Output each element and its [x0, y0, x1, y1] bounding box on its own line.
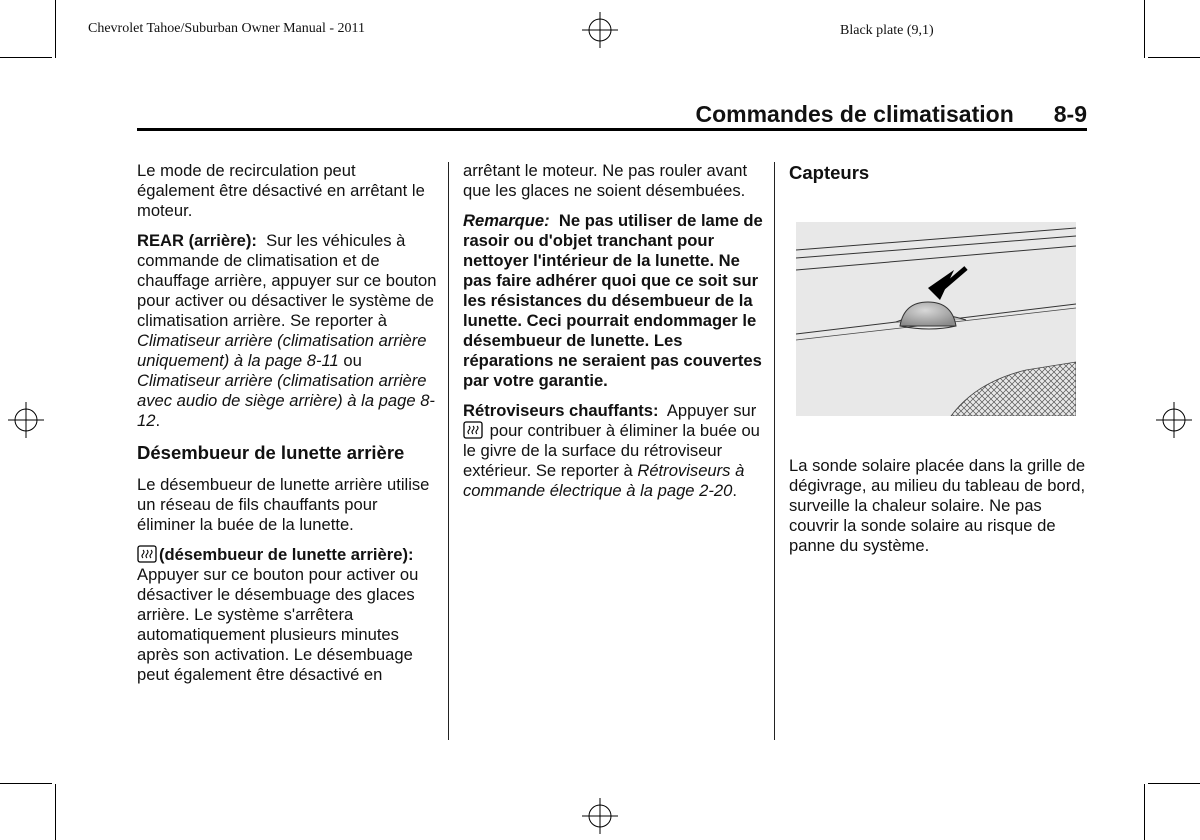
paragraph: La sonde solaire placée dans la grille de dégivrage, au milieu du tableau de bord, surveille la chaleur solaire. Ne pas couvrir la sonde solaire au risque de panne du système. [789, 456, 1086, 555]
defog-paragraph [137, 545, 437, 685]
section-title: Commandes de climatisation [695, 101, 1014, 127]
crop-mark [0, 57, 52, 58]
crop-mark [1144, 784, 1145, 840]
registration-mark-icon [1156, 402, 1192, 438]
crop-mark [55, 784, 56, 840]
rear-label: REAR (arrière): [137, 231, 257, 250]
manual-title: Chevrolet Tahoe/Suburban Owner Manual - 2011 [88, 21, 366, 36]
page-number: 8-9 [1053, 101, 1087, 127]
crop-mark [0, 783, 52, 784]
column-1 [137, 161, 437, 695]
mirror-text: pour contribuer à éliminer la buée ou le givre de la surface du rétroviseur extérieur. Se reporter à [463, 421, 760, 480]
column-3 [789, 161, 1089, 195]
crop-mark [1148, 783, 1200, 784]
rear-defrost-icon [137, 545, 157, 563]
column-2 [463, 161, 763, 511]
crop-mark [1148, 57, 1200, 58]
note-text: Ne pas utiliser de lame de rasoir ou d'objet tranchant pour nettoyer l'intérieur de la lunette. Ne pas faire adhérer quoi que ce soit sur les résistances du désembueur de la lunette. Ceci pourrait endommager le désembueur de lunette. Les réparations ne seraient pas couvertes par votre garantie. [463, 211, 763, 390]
paragraph: arrêtant le moteur. Ne pas rouler avant que les glaces ne soient désembuées. [463, 161, 748, 200]
mirror-paragraph [463, 401, 763, 501]
defog-text: Appuyer sur ce bouton pour activer ou désactiver le désembuage des glaces arrière. Le système s'arrêtera automatiquement plusieurs minutes après son activation. Le désembuage peut également être désactivé en [137, 565, 419, 684]
mirror-ref: Rétroviseurs à commande électrique à la page 2-20 [463, 461, 745, 500]
rear-or: ou [343, 351, 362, 370]
plate-label: Black plate (9,1) [840, 23, 934, 38]
rear-end: . [155, 411, 161, 430]
column-divider [448, 162, 449, 740]
column-3-text [789, 456, 1089, 566]
note-label: Remarque: [463, 211, 550, 230]
crop-mark [1144, 0, 1145, 58]
section-heading: Désembueur de lunette arrière [137, 442, 405, 463]
rear-ref-2: Climatiseur arrière (climatisation arrière avec audio de siège arrière) à la page 8-12 [137, 371, 435, 430]
crop-mark [55, 0, 56, 58]
mirror-end: . [732, 481, 737, 500]
defog-label: (désembueur de lunette arrière): [159, 545, 414, 564]
registration-mark-icon [582, 12, 618, 48]
sun-sensor-illustration [796, 222, 1076, 416]
mirror-label: Rétroviseurs chauffants: [463, 401, 659, 420]
mirror-defrost-icon [463, 421, 483, 439]
note-paragraph [463, 211, 763, 391]
rear-paragraph [137, 231, 437, 431]
registration-mark-icon [582, 798, 618, 834]
paragraph: Le désembueur de lunette arrière utilise un réseau de fils chauffants pour éliminer la buée de la lunette. [137, 475, 430, 534]
page-title [696, 101, 1088, 128]
column-divider [774, 162, 775, 740]
mirror-pre: Appuyer sur [666, 401, 757, 420]
section-heading: Capteurs [789, 162, 870, 183]
rear-ref-1: Climatiseur arrière (climatisation arrière uniquement) à la page 8-11 [137, 331, 427, 370]
paragraph: Le mode de recirculation peut également être désactivé en arrêtant le moteur. [137, 161, 425, 220]
registration-mark-icon [8, 402, 44, 438]
rear-text: Sur les véhicules à commande de climatisation et de chauffage arrière, appuyer sur ce bouton pour activer ou désactiver le système de climatisation arrière. Se reporter à [137, 231, 437, 330]
title-rule [137, 128, 1087, 131]
